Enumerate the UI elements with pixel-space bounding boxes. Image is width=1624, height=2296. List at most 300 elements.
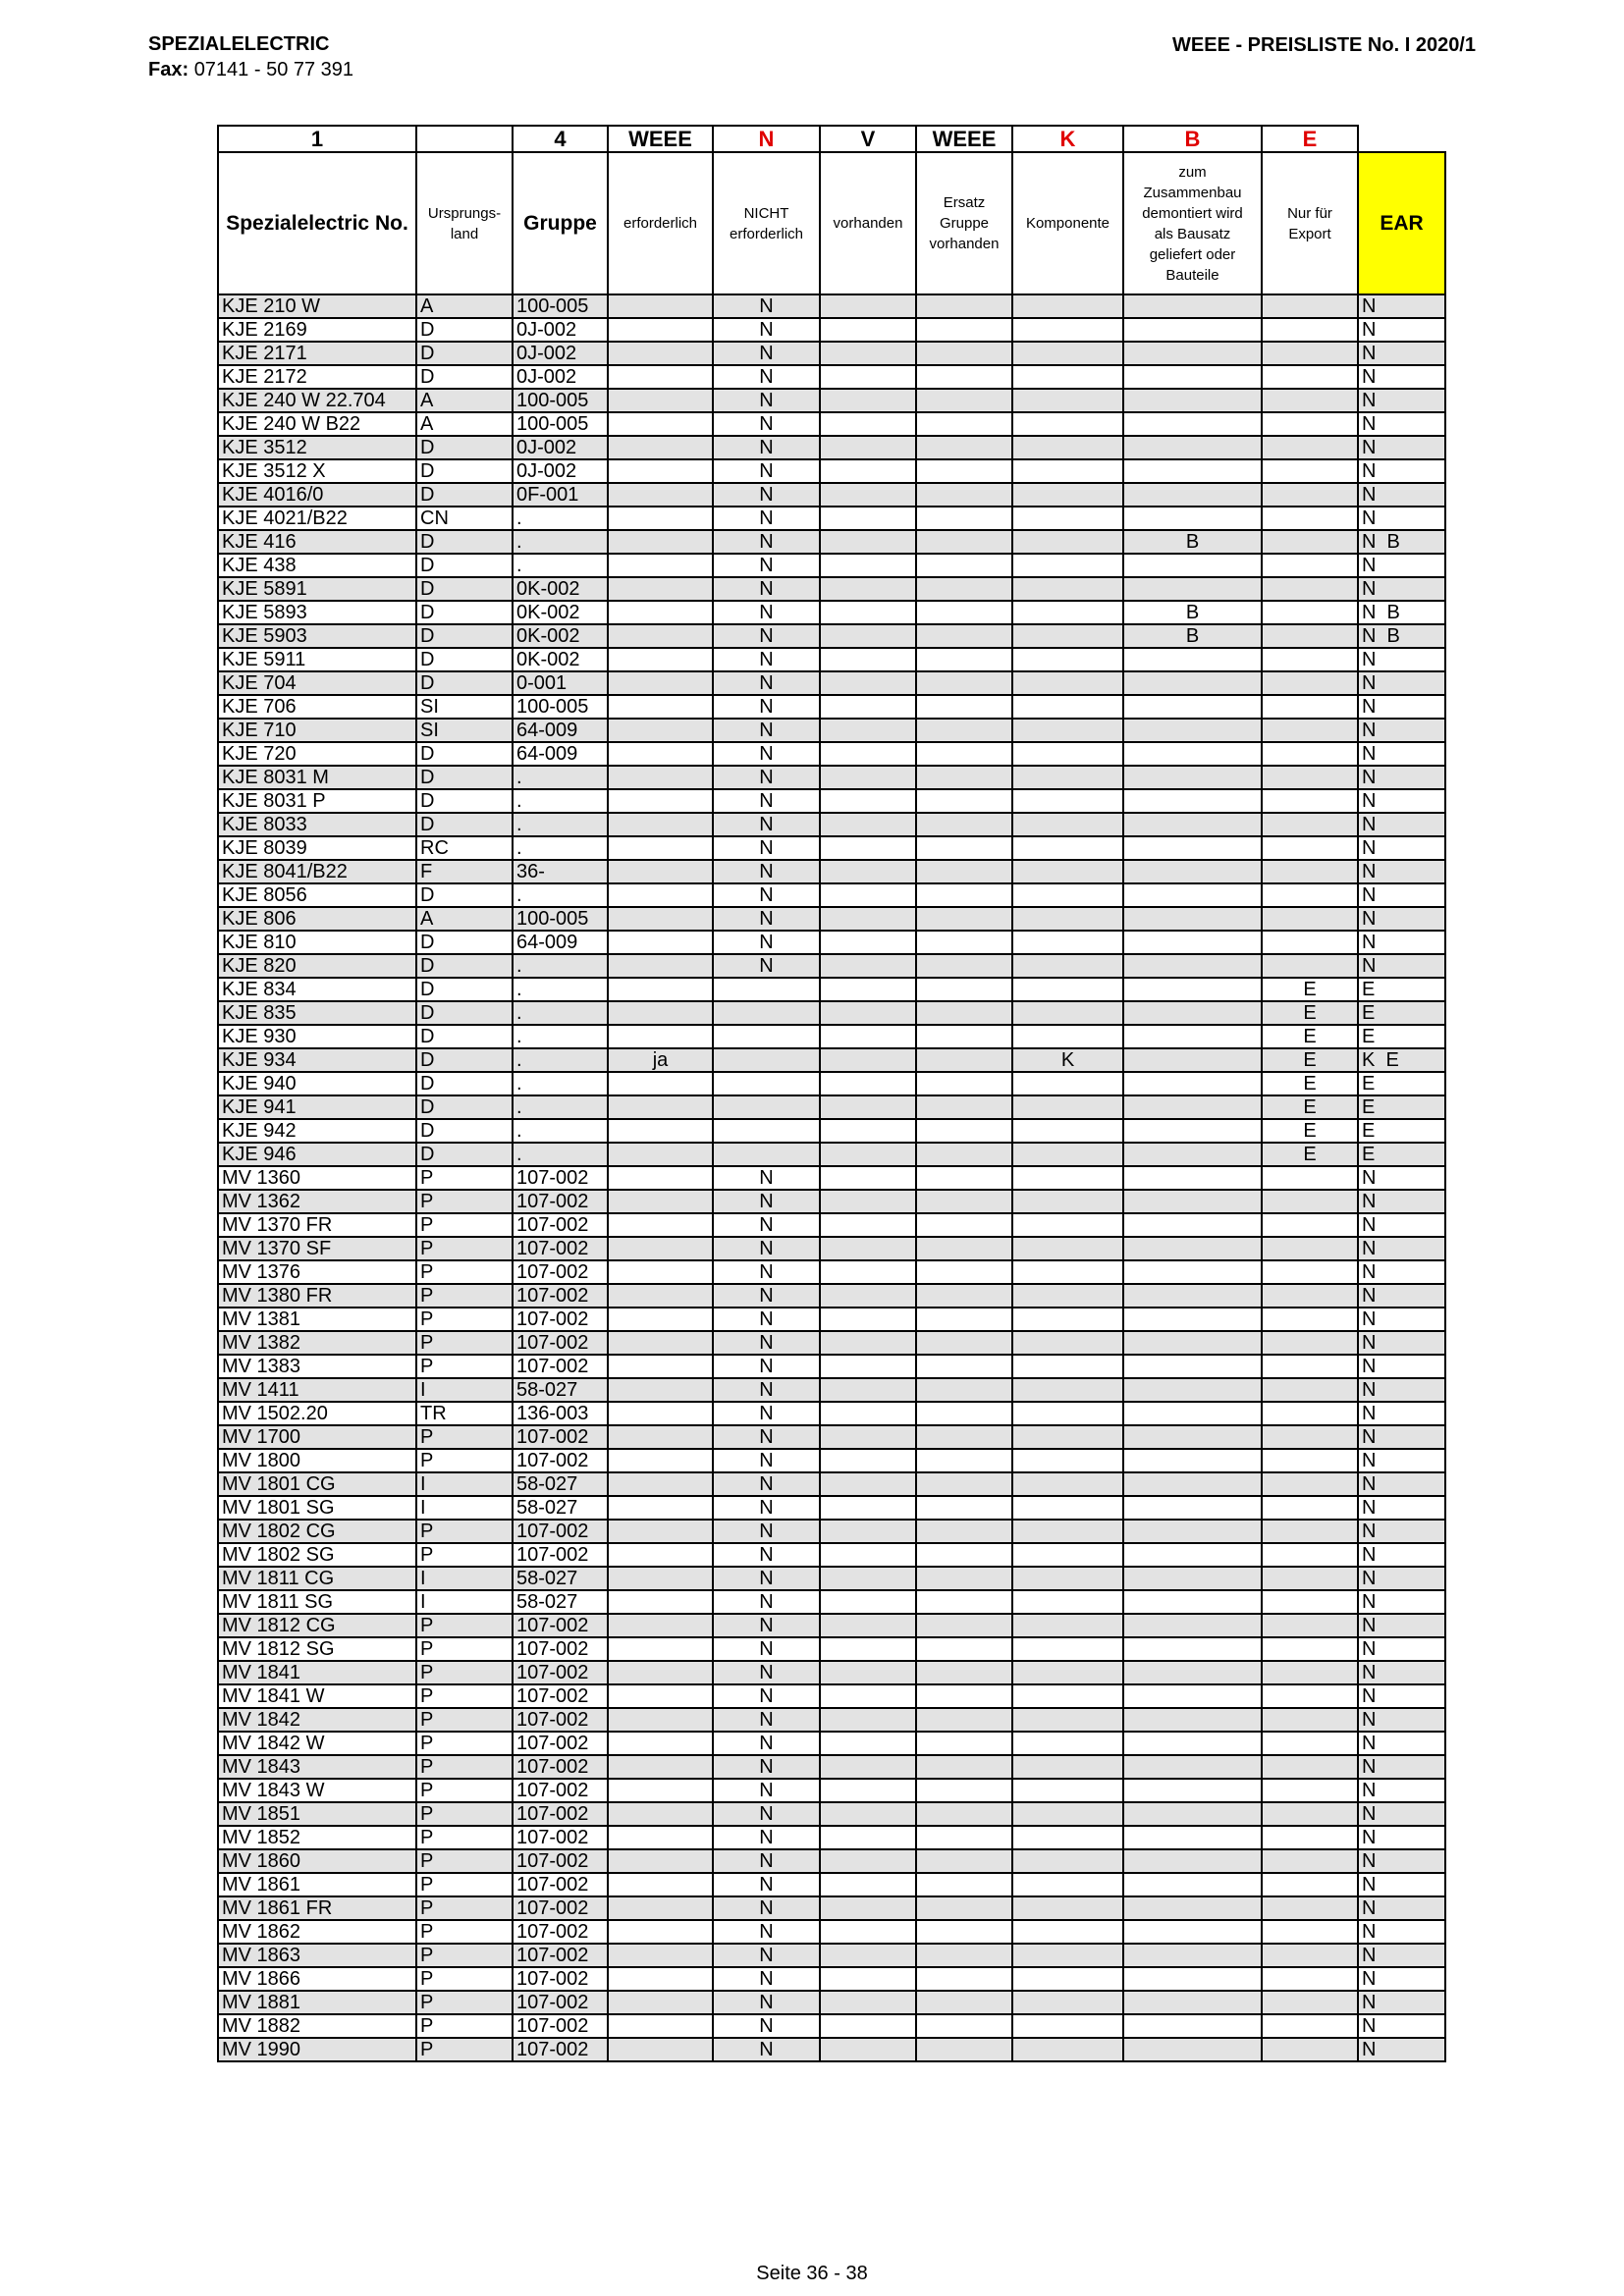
cell-export-only [1262, 1708, 1358, 1732]
cell-weee-not-required: N [713, 1331, 820, 1355]
cell-component [1012, 1920, 1123, 1944]
cell-export-only [1262, 1520, 1358, 1543]
cell-origin: D [416, 1095, 513, 1119]
cell-export-only: E [1262, 1072, 1358, 1095]
cell-weee-not-required: N [713, 1213, 820, 1237]
cell-weee-not-required: N [713, 1567, 820, 1590]
cell-weee-not-required: N [713, 1873, 820, 1896]
header-erforderlich: erforderlich [608, 152, 713, 294]
cell-present [820, 601, 916, 624]
cell-origin: P [416, 1543, 513, 1567]
cell-export-only [1262, 1991, 1358, 2014]
cell-group: 107-002 [513, 1614, 608, 1637]
cell-component [1012, 1213, 1123, 1237]
cell-present [820, 931, 916, 954]
cell-replacement-group [916, 1025, 1012, 1048]
cell-ear: N [1358, 1732, 1445, 1755]
cell-ear: E [1358, 1119, 1445, 1143]
cell-component [1012, 294, 1123, 318]
cell-replacement-group [916, 1920, 1012, 1944]
cell-ear: N [1358, 813, 1445, 836]
cell-group: 107-002 [513, 1166, 608, 1190]
cell-weee-required [608, 1684, 713, 1708]
cell-group: 107-002 [513, 1661, 608, 1684]
cell-article-no: MV 1842 W [218, 1732, 416, 1755]
cell-present [820, 883, 916, 907]
cell-origin: P [416, 2038, 513, 2061]
cell-assembly [1123, 1520, 1262, 1543]
cell-group: . [513, 883, 608, 907]
cell-weee-not-required: N [713, 1543, 820, 1567]
cell-article-no: KJE 806 [218, 907, 416, 931]
cell-weee-required [608, 1025, 713, 1048]
cell-component [1012, 2038, 1123, 2061]
cell-weee-required [608, 1826, 713, 1849]
cell-replacement-group [916, 1496, 1012, 1520]
cell-group: . [513, 954, 608, 978]
cell-article-no: MV 1380 FR [218, 1284, 416, 1308]
cell-weee-required [608, 1425, 713, 1449]
cell-component [1012, 1684, 1123, 1708]
cell-weee-required [608, 954, 713, 978]
cell-replacement-group [916, 1944, 1012, 1967]
table-body [218, 294, 1445, 2061]
cell-replacement-group [916, 1213, 1012, 1237]
cell-weee-not-required [713, 1001, 820, 1025]
cell-weee-required [608, 601, 713, 624]
cell-article-no: MV 1812 SG [218, 1637, 416, 1661]
cell-replacement-group [916, 1072, 1012, 1095]
cell-export-only [1262, 836, 1358, 860]
cell-weee-not-required: N [713, 342, 820, 365]
cell-article-no: KJE 946 [218, 1143, 416, 1166]
cell-group: 107-002 [513, 1355, 608, 1378]
cell-present [820, 1190, 916, 1213]
cell-ear: N [1358, 1472, 1445, 1496]
cell-origin: D [416, 978, 513, 1001]
cell-weee-required [608, 530, 713, 554]
cell-present [820, 1520, 916, 1543]
cell-origin: D [416, 530, 513, 554]
table-row [218, 1614, 1445, 1637]
cell-weee-required [608, 1119, 713, 1143]
cell-export-only [1262, 1378, 1358, 1402]
cell-weee-not-required: N [713, 483, 820, 507]
cell-present [820, 742, 916, 766]
cell-assembly [1123, 483, 1262, 507]
cell-origin: A [416, 389, 513, 412]
page-number: Seite 36 - 38 [756, 2263, 868, 2284]
cell-component [1012, 883, 1123, 907]
cell-present [820, 1260, 916, 1284]
cell-assembly: B [1123, 601, 1262, 624]
cell-article-no: MV 1382 [218, 1331, 416, 1355]
cell-assembly [1123, 813, 1262, 836]
cell-ear: N [1358, 1661, 1445, 1684]
table-row [218, 1944, 1445, 1967]
cell-replacement-group [916, 1001, 1012, 1025]
cell-replacement-group [916, 1378, 1012, 1402]
cell-origin: P [416, 1896, 513, 1920]
cell-origin: P [416, 1873, 513, 1896]
cell-article-no: KJE 3512 [218, 436, 416, 459]
cell-export-only [1262, 1449, 1358, 1472]
cell-ear: N [1358, 483, 1445, 507]
cell-article-no: KJE 240 W B22 [218, 412, 416, 436]
cell-origin: P [416, 1779, 513, 1802]
table-row [218, 554, 1445, 577]
cell-present [820, 2038, 916, 2061]
cell-ear: N [1358, 294, 1445, 318]
cell-present [820, 1119, 916, 1143]
table-row [218, 648, 1445, 671]
cell-ear: N [1358, 1260, 1445, 1284]
cell-group: 107-002 [513, 1991, 608, 2014]
cell-present [820, 1496, 916, 1520]
cell-ear: E [1358, 978, 1445, 1001]
cell-replacement-group [916, 1355, 1012, 1378]
cell-assembly [1123, 1567, 1262, 1590]
cell-assembly [1123, 719, 1262, 742]
cell-weee-required [608, 436, 713, 459]
cell-weee-required [608, 1378, 713, 1402]
cell-present [820, 624, 916, 648]
cell-present [820, 1896, 916, 1920]
fax-line [148, 57, 353, 82]
cell-origin: D [416, 601, 513, 624]
cell-weee-required [608, 1543, 713, 1567]
cell-article-no: KJE 5893 [218, 601, 416, 624]
cell-origin: P [416, 1237, 513, 1260]
cell-present [820, 1590, 916, 1614]
cell-group: 107-002 [513, 1260, 608, 1284]
cell-component [1012, 436, 1123, 459]
cell-ear: N [1358, 1779, 1445, 1802]
cell-assembly [1123, 1001, 1262, 1025]
cell-present [820, 1661, 916, 1684]
cell-weee-not-required: N [713, 1237, 820, 1260]
cell-weee-required [608, 1472, 713, 1496]
cell-weee-required [608, 1496, 713, 1520]
cell-weee-required [608, 931, 713, 954]
cell-assembly [1123, 1708, 1262, 1732]
cell-origin: D [416, 483, 513, 507]
cell-assembly [1123, 1496, 1262, 1520]
cell-group: 0J-002 [513, 318, 608, 342]
cell-component [1012, 483, 1123, 507]
cell-origin: I [416, 1590, 513, 1614]
cell-assembly: B [1123, 624, 1262, 648]
cell-assembly [1123, 1896, 1262, 1920]
cell-article-no: KJE 3512 X [218, 459, 416, 483]
cell-weee-not-required: N [713, 412, 820, 436]
cell-origin: TR [416, 1402, 513, 1425]
cell-present [820, 318, 916, 342]
cell-article-no: MV 1841 W [218, 1684, 416, 1708]
cell-present [820, 907, 916, 931]
cell-weee-required [608, 978, 713, 1001]
cell-export-only: E [1262, 978, 1358, 1001]
cell-weee-not-required: N [713, 1496, 820, 1520]
cell-group: 107-002 [513, 2014, 608, 2038]
cell-weee-not-required [713, 1048, 820, 1072]
cell-component [1012, 836, 1123, 860]
cell-origin: P [416, 1213, 513, 1237]
cell-article-no: MV 1881 [218, 1991, 416, 2014]
cell-origin: I [416, 1472, 513, 1496]
table-row [218, 954, 1445, 978]
cell-export-only: E [1262, 1119, 1358, 1143]
cell-present [820, 1967, 916, 1991]
cell-group: 107-002 [513, 1849, 608, 1873]
cell-component [1012, 507, 1123, 530]
cell-replacement-group [916, 1048, 1012, 1072]
cell-present [820, 1143, 916, 1166]
cell-origin: P [416, 1708, 513, 1732]
cell-origin: P [416, 1849, 513, 1873]
cell-export-only [1262, 954, 1358, 978]
header-zusammenbau: zum Zusammenbau demontiert wird als Bausatz geliefert oder Bauteile [1123, 152, 1262, 294]
header-spezialelectric-no: Spezialelectric No. [218, 152, 416, 294]
cell-ear: N [1358, 1355, 1445, 1378]
cell-article-no: MV 1411 [218, 1378, 416, 1402]
code-cell-b: B [1123, 126, 1262, 152]
cell-export-only [1262, 294, 1358, 318]
cell-weee-not-required: N [713, 1896, 820, 1920]
cell-group: . [513, 530, 608, 554]
cell-component [1012, 1260, 1123, 1284]
cell-replacement-group [916, 789, 1012, 813]
cell-assembly [1123, 836, 1262, 860]
cell-weee-required [608, 1001, 713, 1025]
table-row [218, 1543, 1445, 1567]
cell-assembly [1123, 883, 1262, 907]
cell-weee-not-required [713, 978, 820, 1001]
cell-replacement-group [916, 1755, 1012, 1779]
cell-origin: P [416, 1637, 513, 1661]
cell-article-no: KJE 8033 [218, 813, 416, 836]
cell-component [1012, 342, 1123, 365]
table-row [218, 1166, 1445, 1190]
cell-weee-required [608, 365, 713, 389]
cell-present [820, 1849, 916, 1873]
cell-ear: N [1358, 554, 1445, 577]
cell-present [820, 1331, 916, 1355]
cell-present [820, 1425, 916, 1449]
cell-present [820, 1449, 916, 1472]
cell-weee-not-required: N [713, 648, 820, 671]
cell-replacement-group [916, 365, 1012, 389]
cell-component [1012, 1543, 1123, 1567]
cell-ear: N B [1358, 624, 1445, 648]
cell-weee-not-required: N [713, 318, 820, 342]
cell-present [820, 671, 916, 695]
cell-assembly [1123, 1944, 1262, 1967]
cell-replacement-group [916, 813, 1012, 836]
cell-export-only [1262, 1543, 1358, 1567]
cell-assembly [1123, 978, 1262, 1001]
cell-present [820, 1213, 916, 1237]
cell-component [1012, 931, 1123, 954]
cell-component [1012, 1802, 1123, 1826]
cell-present [820, 1543, 916, 1567]
cell-weee-required [608, 1732, 713, 1755]
cell-assembly [1123, 1425, 1262, 1449]
cell-component [1012, 601, 1123, 624]
cell-group: . [513, 1072, 608, 1095]
cell-present [820, 1237, 916, 1260]
table-row [218, 719, 1445, 742]
cell-assembly: B [1123, 530, 1262, 554]
cell-assembly [1123, 1991, 1262, 2014]
cell-weee-not-required: N [713, 507, 820, 530]
cell-weee-required [608, 1190, 713, 1213]
cell-origin: CN [416, 507, 513, 530]
cell-ear: N [1358, 342, 1445, 365]
cell-origin: P [416, 1614, 513, 1637]
cell-replacement-group [916, 601, 1012, 624]
cell-assembly [1123, 389, 1262, 412]
cell-ear: N [1358, 1449, 1445, 1472]
cell-weee-required [608, 1213, 713, 1237]
table-row [218, 601, 1445, 624]
table-row [218, 1684, 1445, 1708]
cell-assembly [1123, 2014, 1262, 2038]
table-row [218, 1190, 1445, 1213]
table-row [218, 931, 1445, 954]
cell-weee-required [608, 648, 713, 671]
cell-group: . [513, 1048, 608, 1072]
table-row [218, 1826, 1445, 1849]
table-row [218, 1732, 1445, 1755]
cell-assembly [1123, 1590, 1262, 1614]
cell-replacement-group [916, 1143, 1012, 1166]
cell-present [820, 365, 916, 389]
cell-replacement-group [916, 1873, 1012, 1896]
table-row [218, 883, 1445, 907]
header-komponente: Komponente [1012, 152, 1123, 294]
cell-export-only [1262, 530, 1358, 554]
cell-export-only [1262, 1496, 1358, 1520]
cell-weee-not-required: N [713, 1425, 820, 1449]
cell-replacement-group [916, 1449, 1012, 1472]
cell-ear: N [1358, 1331, 1445, 1355]
cell-component [1012, 1826, 1123, 1849]
cell-article-no: KJE 720 [218, 742, 416, 766]
cell-origin: P [416, 1190, 513, 1213]
table-row [218, 813, 1445, 836]
cell-export-only [1262, 719, 1358, 742]
cell-origin: P [416, 1355, 513, 1378]
cell-origin: D [416, 318, 513, 342]
cell-article-no: KJE 5891 [218, 577, 416, 601]
cell-component [1012, 1567, 1123, 1590]
cell-assembly [1123, 2038, 1262, 2061]
cell-component [1012, 1944, 1123, 1967]
cell-weee-required [608, 789, 713, 813]
cell-ear: N [1358, 1826, 1445, 1849]
cell-article-no: KJE 710 [218, 719, 416, 742]
code-cell-n: N [713, 126, 820, 152]
cell-article-no: KJE 940 [218, 1072, 416, 1095]
table-row [218, 907, 1445, 931]
cell-group: 100-005 [513, 412, 608, 436]
table-row [218, 1873, 1445, 1896]
cell-export-only [1262, 1779, 1358, 1802]
cell-component [1012, 1991, 1123, 2014]
cell-replacement-group [916, 719, 1012, 742]
cell-origin: D [416, 789, 513, 813]
cell-origin: D [416, 365, 513, 389]
cell-replacement-group [916, 1590, 1012, 1614]
cell-component [1012, 389, 1123, 412]
cell-component [1012, 742, 1123, 766]
cell-ear: N B [1358, 530, 1445, 554]
cell-assembly [1123, 1213, 1262, 1237]
table-row [218, 860, 1445, 883]
cell-group: 0J-002 [513, 365, 608, 389]
cell-assembly [1123, 459, 1262, 483]
cell-weee-not-required [713, 1119, 820, 1143]
code-cell-k: K [1012, 126, 1123, 152]
cell-origin: F [416, 860, 513, 883]
cell-group: 107-002 [513, 1779, 608, 1802]
cell-replacement-group [916, 530, 1012, 554]
cell-present [820, 1802, 916, 1826]
cell-ear: N [1358, 1402, 1445, 1425]
cell-export-only [1262, 695, 1358, 719]
cell-ear: N [1358, 1684, 1445, 1708]
cell-origin: P [416, 1944, 513, 1967]
cell-ear: N [1358, 860, 1445, 883]
cell-group: 100-005 [513, 695, 608, 719]
cell-component [1012, 860, 1123, 883]
cell-replacement-group [916, 1190, 1012, 1213]
cell-replacement-group [916, 1095, 1012, 1119]
cell-weee-required [608, 1967, 713, 1991]
cell-replacement-group [916, 860, 1012, 883]
table-row [218, 1355, 1445, 1378]
cell-assembly [1123, 342, 1262, 365]
table-row [218, 789, 1445, 813]
cell-article-no: MV 1842 [218, 1708, 416, 1732]
cell-article-no: MV 1852 [218, 1826, 416, 1849]
cell-weee-not-required: N [713, 1732, 820, 1755]
cell-ear: N [1358, 507, 1445, 530]
cell-group: 107-002 [513, 1802, 608, 1826]
table-row [218, 1637, 1445, 1661]
cell-replacement-group [916, 459, 1012, 483]
cell-ear: N [1358, 1284, 1445, 1308]
cell-article-no: KJE 941 [218, 1095, 416, 1119]
cell-weee-required [608, 1260, 713, 1284]
cell-export-only: E [1262, 1095, 1358, 1119]
cell-assembly [1123, 1802, 1262, 1826]
cell-ear: N [1358, 318, 1445, 342]
code-cell: WEEE [916, 126, 1012, 152]
table-row [218, 318, 1445, 342]
cell-origin: D [416, 954, 513, 978]
cell-article-no: MV 1866 [218, 1967, 416, 1991]
cell-weee-not-required: N [713, 601, 820, 624]
cell-weee-not-required: N [713, 695, 820, 719]
cell-weee-required [608, 1755, 713, 1779]
cell-assembly [1123, 860, 1262, 883]
cell-component [1012, 1708, 1123, 1732]
cell-component [1012, 907, 1123, 931]
cell-article-no: KJE 240 W 22.704 [218, 389, 416, 412]
cell-assembly [1123, 907, 1262, 931]
